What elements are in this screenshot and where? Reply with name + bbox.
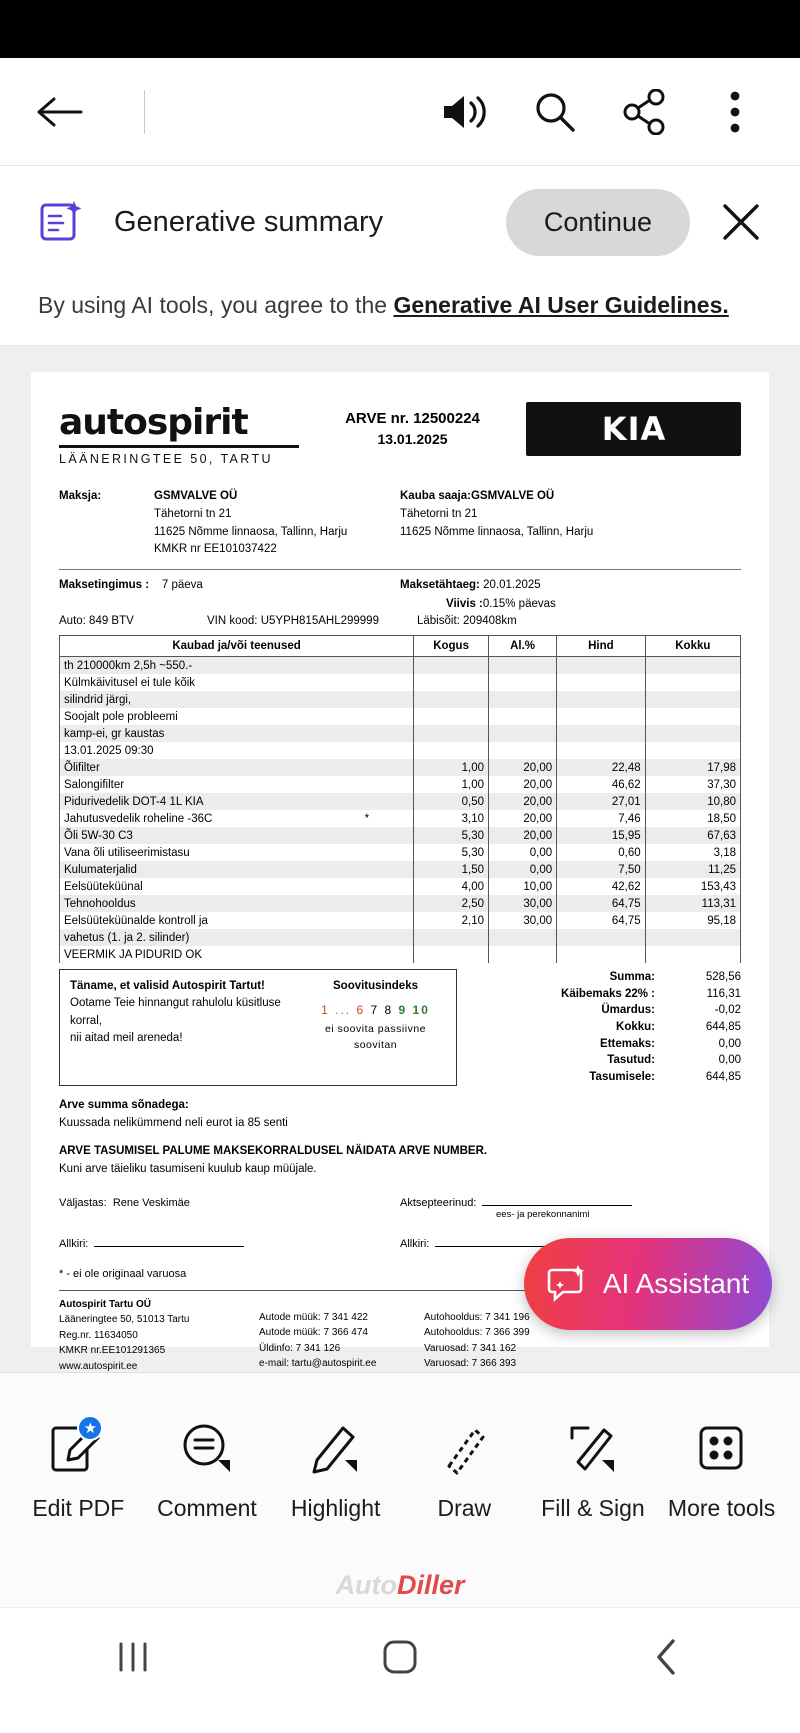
cell-price: 27,01 (557, 793, 646, 810)
cell-discount: 30,00 (489, 912, 557, 929)
receiver-street: Tähetorni tn 21 (400, 507, 478, 520)
cell-discount: 10,00 (489, 878, 557, 895)
table-row (60, 776, 741, 793)
total-row (475, 1036, 741, 1053)
tool-fill-sign[interactable] (529, 1413, 657, 1522)
footer-address: Lääneringtee 50, 51013 Tartu (59, 1314, 190, 1326)
cell-discount: 20,00 (489, 810, 557, 827)
vehicle-info (59, 615, 741, 627)
tool-label-edit-pdf: Edit PDF (32, 1495, 125, 1521)
generative-ai-note-text: By using AI tools, you agree to the (38, 292, 394, 318)
watermark-part-1: Auto (335, 1570, 397, 1600)
invoice-parties (59, 488, 741, 559)
draw-icon (435, 1413, 493, 1485)
thanks-line-3: nii aitad meil areneda! (70, 1031, 183, 1044)
toolbar-divider (144, 90, 145, 134)
cell-qty: 1,00 (414, 776, 489, 793)
table-row (60, 759, 741, 776)
cell-discount: 20,00 (489, 759, 557, 776)
cell-desc: 13.01.2025 09:30 (60, 742, 414, 759)
receiver-name: GSMVALVE OÜ (470, 490, 555, 502)
table-row (60, 878, 741, 895)
total-label: Tasumisele: (589, 1071, 655, 1084)
cell-qty: 1,50 (414, 861, 489, 878)
cell-discount (489, 691, 557, 708)
cell-qty (414, 725, 489, 742)
autospirit-logo (59, 402, 299, 466)
cell-total (645, 691, 740, 708)
table-row (60, 742, 741, 759)
cell-total (645, 725, 740, 742)
cell-price (557, 725, 646, 742)
cell-price (557, 708, 646, 725)
due-value: 20.01.2025 (483, 579, 541, 592)
payer-street: Tähetorni tn 21 (154, 507, 232, 520)
cell-price (557, 929, 646, 946)
cell-price: 42,62 (557, 878, 646, 895)
top-toolbar (0, 58, 800, 166)
footer-sales-2: Autode müük: 7 366 474 (259, 1327, 368, 1339)
cell-total (645, 657, 740, 675)
table-row (60, 895, 741, 912)
cell-total: 95,18 (645, 912, 740, 929)
payer-name: GSMVALVE OÜ (154, 490, 238, 502)
cell-desc: Tehnohooldus (60, 895, 414, 912)
back-arrow-icon[interactable] (34, 86, 86, 138)
cell-price: 64,75 (557, 912, 646, 929)
tools-bar (0, 1372, 800, 1562)
autodiller-watermark (0, 1562, 800, 1607)
payer-block (59, 488, 400, 559)
scale-mid: 7 8 (370, 1003, 394, 1018)
signature-label-left: Allkiri: (59, 1237, 89, 1250)
footer-general: Üldinfo: 7 341 126 (259, 1342, 341, 1354)
cell-total (645, 929, 740, 946)
cell-desc: Salongifilter (60, 776, 414, 793)
cell-qty (414, 946, 489, 963)
ai-assistant-icon (547, 1263, 589, 1305)
status-bar (0, 0, 800, 58)
cell-price (557, 691, 646, 708)
cell-discount: 20,00 (489, 827, 557, 844)
cell-price: 64,75 (557, 895, 646, 912)
fill-sign-icon (564, 1413, 622, 1485)
cell-desc: vahetus (1. ja 2. silinder) (60, 929, 414, 946)
thanks-line-2: Ootame Teie hinnangut rahulolu küsitluse korral, (70, 997, 281, 1027)
table-row (60, 861, 741, 878)
table-row (60, 929, 741, 946)
cell-price: 15,95 (557, 827, 646, 844)
cell-discount (489, 708, 557, 725)
cell-discount: 20,00 (489, 793, 557, 810)
footer-email: e-mail: tartu@autospirit.ee (259, 1358, 377, 1370)
recents-icon[interactable] (73, 1640, 193, 1674)
issued-value: Rene Veskimäe (112, 1196, 190, 1209)
cell-price (557, 946, 646, 963)
cell-total: 3,18 (645, 844, 740, 861)
total-value: -0,02 (714, 1004, 741, 1017)
edit-pdf-icon (47, 1413, 109, 1485)
cell-total (645, 742, 740, 759)
recommendation-scale (305, 1001, 446, 1019)
footer-kmkr: KMKR nr.EE101291365 (59, 1345, 166, 1357)
cell-price (557, 742, 646, 759)
total-label: Käibemaks 22% : (561, 987, 655, 1000)
footer-company: Autospirit Tartu OÜ (59, 1298, 152, 1310)
penalty-label: Viivis : (446, 597, 483, 610)
vehicle-vin: VIN kood: U5YPH815AHL299999 (207, 615, 379, 628)
generative-ai-guidelines-link[interactable]: Generative AI User Guidelines. (393, 292, 729, 318)
receiver-label: Kauba saaja: (400, 490, 471, 502)
cell-total (645, 946, 740, 963)
total-value: 0,00 (718, 1037, 741, 1050)
total-value: 644,85 (705, 1021, 741, 1034)
table-row (60, 708, 741, 725)
cell-price (557, 674, 646, 691)
non-original-parts-note: * - ei ole originaal varuosa (59, 1267, 187, 1280)
col-desc: Kaubad ja/või teenused (60, 636, 414, 657)
cell-qty (414, 929, 489, 946)
payment-notice: ARVE TASUMISEL PALUME MAKSEKORRALDUSEL NÄIDATA ARVE NUMBER. (59, 1144, 488, 1157)
table-row (60, 844, 741, 861)
cell-total: 67,63 (645, 827, 740, 844)
cell-desc: kamp-ei, gr kaustas (60, 725, 414, 742)
kia-logo (526, 402, 741, 456)
generative-summary-icon (38, 199, 84, 245)
table-row (60, 725, 741, 742)
invoice-date: 13.01.2025 (377, 431, 448, 447)
invoice-header (59, 402, 741, 466)
cell-discount: 0,00 (489, 861, 557, 878)
total-row (475, 986, 741, 1003)
table-row (60, 810, 741, 827)
accepted-subnote: ees- ja perekonnanimi (496, 1208, 590, 1220)
cell-qty: 5,30 (414, 844, 489, 861)
total-row (475, 1002, 741, 1019)
cell-qty (414, 708, 489, 725)
col-total: Kokku (645, 636, 740, 657)
cell-discount (489, 674, 557, 691)
tool-label-more-tools: More tools (667, 1495, 776, 1521)
speaker-icon[interactable] (434, 81, 496, 143)
table-row (60, 674, 741, 691)
payment-terms (59, 576, 741, 613)
total-label: Ümardus: (601, 1004, 655, 1017)
thanks-line-1: Täname, et valisid Autospirit Tartut! (70, 980, 265, 993)
recommendation-index-title: Soovitusindeks (333, 980, 418, 993)
total-value: 116,31 (706, 987, 741, 1000)
cell-total: 18,50 (645, 810, 740, 827)
cell-discount: 30,00 (489, 895, 557, 912)
cell-discount (489, 742, 557, 759)
cell-qty: 2,10 (414, 912, 489, 929)
cell-discount (489, 657, 557, 675)
tool-label-comment: Comment (157, 1495, 257, 1521)
vehicle-plate: Auto: 849 BTV (59, 615, 134, 628)
generative-summary-title: Generative summary (114, 205, 384, 238)
generative-summary-bar (0, 166, 800, 278)
signature-row-1 (59, 1197, 741, 1220)
pay-terms-value: 7 päeva (161, 579, 203, 592)
nav-back-icon[interactable] (607, 1637, 727, 1677)
ownership-notice: Kuni arve täieliku tasumiseni kuulub kaup müüjale. (59, 1162, 317, 1175)
totals-block (457, 969, 741, 1086)
footer-parts-2: Varuosad: 7 366 393 (424, 1358, 517, 1370)
table-row (60, 946, 741, 963)
cell-price (557, 657, 646, 675)
cell-price: 7,46 (557, 810, 646, 827)
table-row (60, 691, 741, 708)
scale-low: 1 ... 6 (321, 1003, 366, 1018)
cell-total: 153,43 (645, 878, 740, 895)
cell-qty (414, 674, 489, 691)
total-row (475, 969, 741, 986)
cell-total: 113,31 (645, 895, 740, 912)
table-row (60, 912, 741, 929)
generative-ai-note (0, 278, 800, 346)
cell-price: 22,48 (557, 759, 646, 776)
cell-price: 7,50 (557, 861, 646, 878)
cell-qty: 2,50 (414, 895, 489, 912)
cell-price: 46,62 (557, 776, 646, 793)
payer-label: Maksja: (59, 490, 102, 502)
vehicle-mileage: Läbisõit: 209408km (417, 615, 517, 628)
scale-labels: ei soovita passiivne soovitan (324, 1023, 427, 1052)
cell-total (645, 708, 740, 725)
cell-desc: Jahutusvedelik roheline -36C * (60, 810, 414, 827)
cell-total: 17,98 (645, 759, 740, 776)
amount-words-label: Arve summa sõnadega: (59, 1098, 189, 1111)
continue-button[interactable]: Continue (506, 189, 690, 256)
more-vertical-icon[interactable] (704, 81, 766, 143)
cell-qty (414, 657, 489, 675)
invoice-lower (59, 969, 741, 1086)
issued-label: Väljastas: (59, 1196, 107, 1209)
payer-city: 11625 Nõmme linnaosa, Tallinn, Harju (154, 525, 348, 538)
invoice-number: ARVE nr. 12500224 (345, 410, 480, 427)
total-label: Ettemaks: (600, 1037, 655, 1050)
tool-comment[interactable] (143, 1413, 271, 1522)
penalty-value: 0.15% päevas (482, 597, 556, 610)
cell-desc: Soojalt pole probleemi (60, 708, 414, 725)
pdf-viewer[interactable] (0, 346, 800, 1372)
signature-label-right: Allkiri: (400, 1237, 430, 1250)
cell-qty: 5,30 (414, 827, 489, 844)
col-price: Hind (557, 636, 646, 657)
invoice-page (31, 372, 769, 1372)
col-discount: Al.% (489, 636, 557, 657)
tool-more-tools[interactable] (658, 1413, 786, 1522)
payer-vat: KMKR nr EE101037422 (154, 543, 277, 556)
cell-qty (414, 691, 489, 708)
cell-qty: 0,50 (414, 793, 489, 810)
autospirit-logo-word: autospirit (59, 402, 299, 448)
total-row (475, 1019, 741, 1036)
tool-highlight[interactable] (272, 1413, 400, 1522)
cell-total: 37,30 (645, 776, 740, 793)
total-value: 0,00 (718, 1054, 741, 1067)
footer-sales-1: Autode müük: 7 341 422 (259, 1311, 368, 1323)
edit-pdf-badge: ★ (77, 1415, 103, 1441)
cell-discount (489, 929, 557, 946)
footer-service-1: Autohooldus: 7 341 196 (424, 1311, 530, 1323)
cell-desc: Eelsüüteküünalde kontroll ja (60, 912, 414, 929)
ai-assistant-label: AI Assistant (602, 1268, 750, 1299)
android-nav-bar (0, 1607, 800, 1705)
cell-discount: 20,00 (489, 776, 557, 793)
cell-desc: Õlifilter (60, 759, 414, 776)
watermark-part-2: Diller (396, 1570, 465, 1600)
highlight-icon (307, 1413, 365, 1485)
tool-edit-pdf[interactable] (14, 1413, 142, 1522)
cell-desc: th 210000km 2,5h ~550.- (60, 657, 414, 675)
cell-total: 10,80 (645, 793, 740, 810)
home-icon[interactable] (340, 1637, 460, 1677)
amount-words-value: Kuussada nelikümmend neli eurot ia 85 senti (59, 1117, 288, 1130)
svg-text:KIA: KIA (601, 411, 666, 447)
accepted-label: Aktsepteerinud: (400, 1196, 477, 1209)
cell-desc: silindrid järgi, (60, 691, 414, 708)
table-header-row (60, 636, 741, 657)
total-value: 528,56 (705, 971, 741, 984)
cell-total: 11,25 (645, 861, 740, 878)
total-value: 644,85 (705, 1071, 741, 1084)
comment-icon (178, 1413, 236, 1485)
share-icon[interactable] (614, 81, 676, 143)
cell-desc: Kulumaterjalid (60, 861, 414, 878)
cell-qty: 1,00 (414, 759, 489, 776)
footer-web: www.autospirit.ee (59, 1360, 138, 1372)
pay-terms-label: Maksetingimus : (59, 579, 150, 592)
cell-desc: VEERMIK JA PIDURID OK (60, 946, 414, 963)
invoice-number-block (299, 402, 526, 447)
col-qty: Kogus (414, 636, 489, 657)
cell-qty (414, 742, 489, 759)
total-label: Summa: (609, 971, 655, 984)
cell-discount (489, 725, 557, 742)
search-icon[interactable] (524, 81, 586, 143)
tool-label-draw: Draw (437, 1495, 492, 1521)
footer-regnr: Reg.nr. 11634050 (59, 1329, 138, 1341)
total-label: Tasutud: (607, 1054, 655, 1067)
scale-high: 9 10 (398, 1003, 430, 1018)
amount-in-words (59, 1096, 741, 1133)
cell-discount (489, 946, 557, 963)
receiver-city: 11625 Nõmme linnaosa, Tallinn, Harju (400, 525, 594, 538)
thanks-box (59, 969, 457, 1086)
due-label: Maksetähtaeg: (400, 579, 480, 592)
cell-discount: 0,00 (489, 844, 557, 861)
tool-label-highlight: Highlight (290, 1495, 381, 1521)
cell-total (645, 674, 740, 691)
total-label: Kokku: (616, 1021, 655, 1034)
cell-desc: Vana õli utiliseerimistasu (60, 844, 414, 861)
receiver-block (400, 488, 741, 559)
ai-assistant-button[interactable] (524, 1238, 772, 1330)
table-row (60, 793, 741, 810)
cell-qty: 3,10 (414, 810, 489, 827)
non-original-marker: * (364, 812, 370, 825)
cell-desc: Pidurivedelik DOT-4 1L KIA (60, 793, 414, 810)
tool-label-fill-sign: Fill & Sign (541, 1495, 645, 1521)
cell-qty: 4,00 (414, 878, 489, 895)
total-row (475, 1052, 741, 1069)
table-row (60, 827, 741, 844)
footer-service-2: Autohooldus: 7 366 399 (424, 1327, 530, 1339)
autospirit-logo-sub: LÄÄNERINGTEE 50, TARTU (59, 452, 273, 466)
cell-desc: Külmkäivitusel ei tule kõik (60, 674, 414, 691)
more-tools-icon (693, 1413, 751, 1485)
invoice-items-table (59, 635, 741, 963)
cell-desc: Eelsüüteküünal (60, 878, 414, 895)
table-row (60, 657, 741, 675)
cell-price: 0,60 (557, 844, 646, 861)
cell-desc: Õli 5W-30 C3 (60, 827, 414, 844)
tool-draw[interactable] (400, 1413, 528, 1522)
total-row (475, 1069, 741, 1086)
close-icon[interactable] (712, 193, 770, 251)
footer-parts-1: Varuosad: 7 341 162 (424, 1342, 517, 1354)
